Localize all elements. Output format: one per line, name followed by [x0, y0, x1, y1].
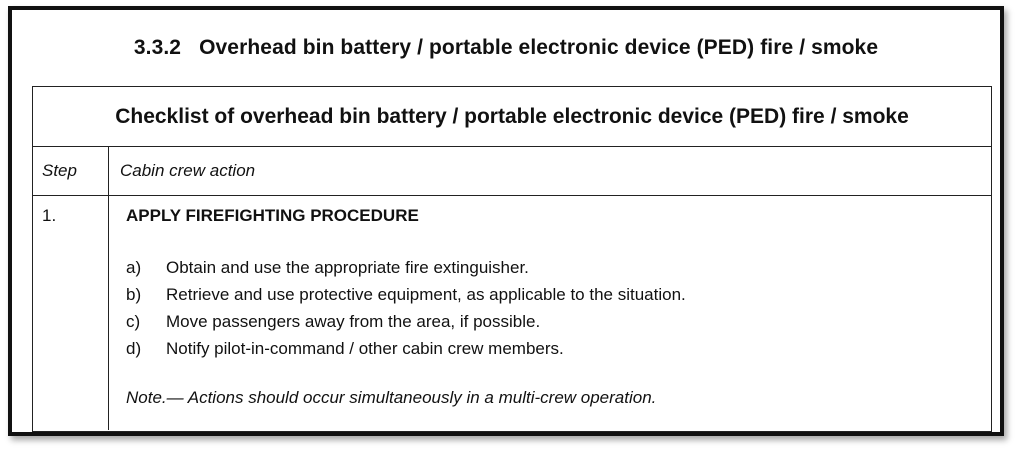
section-title: Overhead bin battery / portable electronic device (PED) fire / smoke: [199, 36, 879, 59]
item-letter: c): [126, 312, 141, 331]
step-action-cell: [109, 196, 991, 430]
note: Note.— Actions should occur simultaneously in a multi-crew operation.: [126, 388, 657, 407]
item-text: Move passengers away from the area, if possible.: [166, 312, 541, 331]
table-title: Checklist of overhead bin battery / portable electronic device (PED) fire / smoke: [33, 87, 991, 147]
action-column-header: Cabin crew action: [120, 161, 256, 180]
item-text: Retrieve and use protective equipment, as applicable to the situation.: [166, 285, 686, 304]
item-letter: b): [126, 285, 142, 304]
step-number: 1.: [33, 196, 109, 430]
section-heading: [12, 36, 1000, 60]
list-item: [126, 281, 991, 308]
checklist-table: [32, 86, 992, 432]
list-item: [126, 254, 991, 281]
document-frame: [8, 6, 1004, 436]
item-text: Notify pilot-in-command / other cabin crew members.: [166, 339, 564, 358]
item-letter: d): [126, 339, 142, 358]
section-number: 3.3.2: [133, 36, 182, 59]
list-item: [126, 308, 991, 335]
step-column-header: Step: [33, 147, 109, 195]
list-item: [126, 335, 991, 362]
table-header-row: [33, 147, 991, 196]
item-letter: a): [126, 258, 142, 277]
item-text: Obtain and use the appropriate fire extinguisher.: [166, 258, 529, 277]
table-row: [33, 196, 991, 430]
action-items-list: [126, 254, 991, 362]
step-heading: APPLY FIREFIGHTING PROCEDURE: [126, 206, 419, 225]
